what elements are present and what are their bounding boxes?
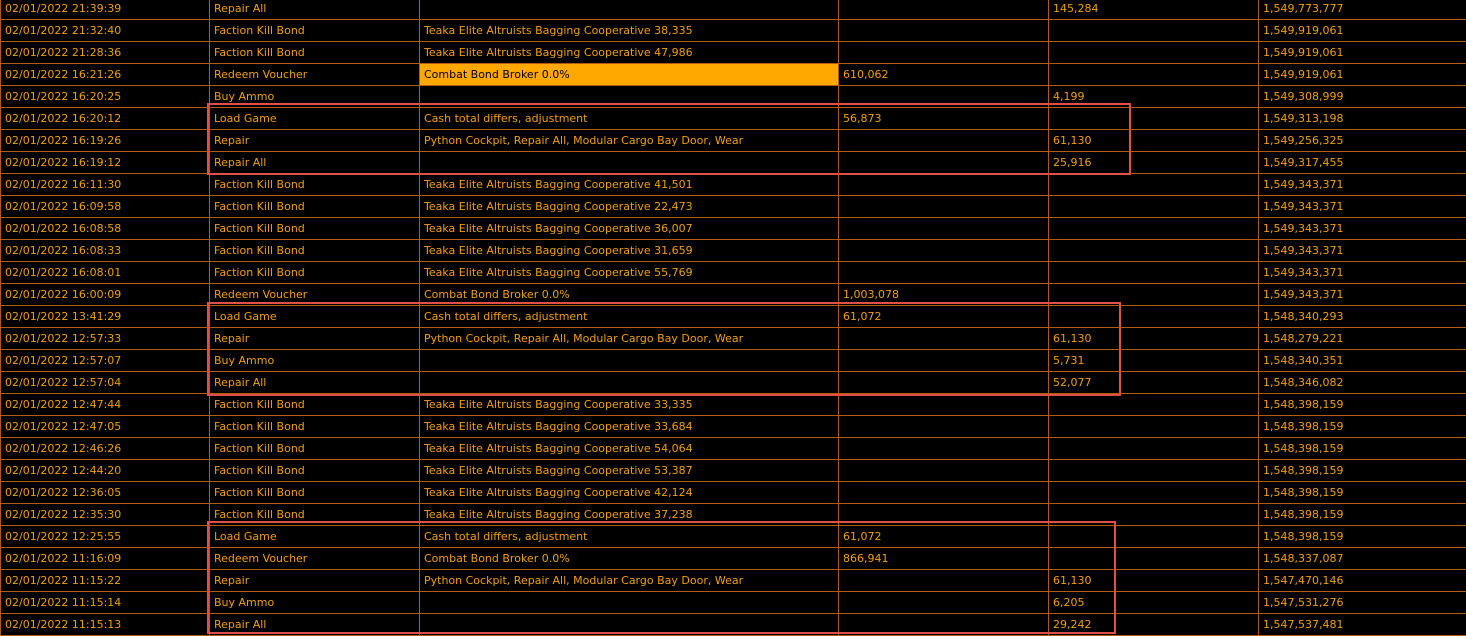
table-row[interactable] [1,152,1466,174]
debit-cell: 25,916 [1049,152,1259,174]
event-type-cell: Faction Kill Bond [210,174,420,196]
description-cell [420,350,839,372]
event-type-cell: Repair All [210,372,420,394]
debit-cell: 4,199 [1049,86,1259,108]
event-type-cell: Redeem Voucher [210,284,420,306]
credit-cell [839,0,1049,20]
credit-cell [839,42,1049,64]
date-cell: 02/01/2022 21:39:39 [1,0,210,20]
date-cell: 02/01/2022 16:08:58 [1,218,210,240]
description-cell: Teaka Elite Altruists Bagging Cooperative 36,007 [420,218,839,240]
description-cell: Teaka Elite Altruists Bagging Cooperative 47,986 [420,42,839,64]
debit-cell: 145,284 [1049,0,1259,20]
debit-cell: 61,130 [1049,570,1259,592]
table-row[interactable] [1,86,1466,108]
credit-cell [839,240,1049,262]
event-type-cell: Buy Ammo [210,350,420,372]
table-row[interactable] [1,262,1466,284]
date-cell: 02/01/2022 12:57:33 [1,328,210,350]
table-row[interactable] [1,438,1466,460]
description-cell [420,86,839,108]
event-type-cell: Faction Kill Bond [210,240,420,262]
balance-cell: 1,549,343,371 [1259,218,1466,240]
description-cell: Teaka Elite Altruists Bagging Cooperative 31,659 [420,240,839,262]
table-row[interactable] [1,42,1466,64]
date-cell: 02/01/2022 12:57:04 [1,372,210,394]
debit-cell [1049,438,1259,460]
table-row[interactable] [1,482,1466,504]
table-row[interactable] [1,372,1466,394]
description-cell: Teaka Elite Altruists Bagging Cooperative 55,769 [420,262,839,284]
credit-cell [839,86,1049,108]
credit-cell [839,394,1049,416]
date-cell: 02/01/2022 11:15:14 [1,592,210,614]
balance-cell: 1,549,919,061 [1259,64,1466,86]
table-row[interactable] [1,614,1466,636]
event-type-cell: Buy Ammo [210,592,420,614]
balance-cell: 1,547,531,276 [1259,592,1466,614]
table-row[interactable] [1,130,1466,152]
credit-cell [839,416,1049,438]
balance-cell: 1,548,346,082 [1259,372,1466,394]
table-row[interactable] [1,460,1466,482]
debit-cell [1049,482,1259,504]
credit-cell [839,482,1049,504]
balance-cell: 1,548,398,159 [1259,394,1466,416]
debit-cell [1049,218,1259,240]
balance-cell: 1,549,773,777 [1259,0,1466,20]
credit-cell: 610,062 [839,64,1049,86]
debit-cell [1049,548,1259,570]
credit-cell [839,20,1049,42]
table-row[interactable] [1,592,1466,614]
description-cell: Python Cockpit, Repair All, Modular Cargo Bay Door, Wear [420,130,839,152]
description-cell: Python Cockpit, Repair All, Modular Cargo Bay Door, Wear [420,328,839,350]
credit-cell: 61,072 [839,526,1049,548]
table-row[interactable] [1,328,1466,350]
balance-cell: 1,549,308,999 [1259,86,1466,108]
credit-cell [839,196,1049,218]
balance-cell: 1,548,398,159 [1259,416,1466,438]
credit-cell [839,174,1049,196]
balance-cell: 1,549,343,371 [1259,284,1466,306]
credit-cell [839,372,1049,394]
description-cell [420,372,839,394]
balance-cell: 1,548,398,159 [1259,482,1466,504]
table-row[interactable] [1,548,1466,570]
table-row[interactable] [1,306,1466,328]
event-type-cell: Repair All [210,614,420,636]
credit-cell [839,504,1049,526]
date-cell: 02/01/2022 16:09:58 [1,196,210,218]
debit-cell: 61,130 [1049,130,1259,152]
date-cell: 02/01/2022 16:20:12 [1,108,210,130]
balance-cell: 1,549,343,371 [1259,262,1466,284]
event-type-cell: Repair All [210,152,420,174]
table-row[interactable] [1,240,1466,262]
date-cell: 02/01/2022 16:08:01 [1,262,210,284]
date-cell: 02/01/2022 12:57:07 [1,350,210,372]
description-cell [420,0,839,20]
event-type-cell: Faction Kill Bond [210,218,420,240]
date-cell: 02/01/2022 16:19:26 [1,130,210,152]
debit-cell [1049,306,1259,328]
credit-cell [839,460,1049,482]
balance-cell: 1,548,337,087 [1259,548,1466,570]
date-cell: 02/01/2022 16:11:30 [1,174,210,196]
event-type-cell: Faction Kill Bond [210,42,420,64]
balance-cell: 1,548,340,351 [1259,350,1466,372]
debit-cell: 61,130 [1049,328,1259,350]
description-cell: Cash total differs, adjustment [420,108,839,130]
credit-cell: 61,072 [839,306,1049,328]
date-cell: 02/01/2022 16:08:33 [1,240,210,262]
debit-cell [1049,240,1259,262]
balance-cell: 1,547,537,481 [1259,614,1466,636]
event-type-cell: Load Game [210,526,420,548]
balance-cell: 1,548,398,159 [1259,438,1466,460]
table-row[interactable] [1,108,1466,130]
date-cell: 02/01/2022 11:16:09 [1,548,210,570]
event-type-cell: Faction Kill Bond [210,438,420,460]
description-cell: Teaka Elite Altruists Bagging Cooperative 33,335 [420,394,839,416]
description-cell [420,614,839,636]
event-type-cell: Faction Kill Bond [210,460,420,482]
balance-cell: 1,548,279,221 [1259,328,1466,350]
description-cell: Teaka Elite Altruists Bagging Cooperative 53,387 [420,460,839,482]
credit-cell [839,130,1049,152]
description-cell: Teaka Elite Altruists Bagging Cooperative 54,064 [420,438,839,460]
table-row[interactable] [1,218,1466,240]
description-cell: Combat Bond Broker 0.0% [420,548,839,570]
date-cell: 02/01/2022 12:25:55 [1,526,210,548]
date-cell: 02/01/2022 12:44:20 [1,460,210,482]
description-cell: Python Cockpit, Repair All, Modular Cargo Bay Door, Wear [420,570,839,592]
event-type-cell: Faction Kill Bond [210,416,420,438]
balance-cell: 1,548,340,293 [1259,306,1466,328]
credit-cell [839,152,1049,174]
description-cell: Combat Bond Broker 0.0% [420,64,839,86]
event-type-cell: Repair [210,328,420,350]
balance-cell: 1,549,313,198 [1259,108,1466,130]
debit-cell [1049,284,1259,306]
table-row[interactable] [1,196,1466,218]
description-cell: Teaka Elite Altruists Bagging Cooperative 38,335 [420,20,839,42]
event-type-cell: Faction Kill Bond [210,394,420,416]
balance-cell: 1,549,343,371 [1259,240,1466,262]
table-row[interactable] [1,284,1466,306]
debit-cell [1049,460,1259,482]
event-type-cell: Faction Kill Bond [210,20,420,42]
date-cell: 02/01/2022 11:15:13 [1,614,210,636]
table-row[interactable] [1,416,1466,438]
balance-cell: 1,548,398,159 [1259,526,1466,548]
debit-cell [1049,196,1259,218]
debit-cell: 52,077 [1049,372,1259,394]
balance-cell: 1,549,343,371 [1259,174,1466,196]
description-cell: Teaka Elite Altruists Bagging Cooperative 42,124 [420,482,839,504]
credit-cell [839,350,1049,372]
balance-cell: 1,549,919,061 [1259,42,1466,64]
balance-cell: 1,549,256,325 [1259,130,1466,152]
event-type-cell: Repair All [210,0,420,20]
balance-cell: 1,547,470,146 [1259,570,1466,592]
description-cell: Combat Bond Broker 0.0% [420,284,839,306]
balance-cell: 1,549,919,061 [1259,20,1466,42]
credit-cell: 866,941 [839,548,1049,570]
date-cell: 02/01/2022 11:15:22 [1,570,210,592]
date-cell: 02/01/2022 16:00:09 [1,284,210,306]
date-cell: 02/01/2022 13:41:29 [1,306,210,328]
credit-cell [839,614,1049,636]
debit-cell [1049,526,1259,548]
event-type-cell: Repair [210,570,420,592]
description-cell: Teaka Elite Altruists Bagging Cooperative 41,501 [420,174,839,196]
event-type-cell: Load Game [210,306,420,328]
event-type-cell: Faction Kill Bond [210,504,420,526]
event-type-cell: Redeem Voucher [210,548,420,570]
table-row[interactable] [1,350,1466,372]
table-row[interactable] [1,504,1466,526]
description-cell: Teaka Elite Altruists Bagging Cooperative 22,473 [420,196,839,218]
date-cell: 02/01/2022 16:19:12 [1,152,210,174]
debit-cell [1049,64,1259,86]
event-type-cell: Load Game [210,108,420,130]
credit-cell [839,570,1049,592]
debit-cell: 6,205 [1049,592,1259,614]
debit-cell [1049,262,1259,284]
date-cell: 02/01/2022 16:20:25 [1,86,210,108]
date-cell: 02/01/2022 21:28:36 [1,42,210,64]
credit-cell: 1,003,078 [839,284,1049,306]
event-type-cell: Redeem Voucher [210,64,420,86]
debit-cell [1049,108,1259,130]
table-row[interactable] [1,570,1466,592]
date-cell: 02/01/2022 12:35:30 [1,504,210,526]
credit-cell: 56,873 [839,108,1049,130]
debit-cell [1049,174,1259,196]
table-row[interactable] [1,394,1466,416]
debit-cell [1049,42,1259,64]
ledger-body [1,0,1466,636]
debit-cell [1049,416,1259,438]
date-cell: 02/01/2022 12:47:05 [1,416,210,438]
credit-cell [839,218,1049,240]
debit-cell [1049,394,1259,416]
balance-cell: 1,549,343,371 [1259,196,1466,218]
date-cell: 02/01/2022 21:32:40 [1,20,210,42]
event-type-cell: Faction Kill Bond [210,196,420,218]
debit-cell: 5,731 [1049,350,1259,372]
table-row[interactable] [1,0,1466,20]
description-cell [420,592,839,614]
event-type-cell: Repair [210,130,420,152]
debit-cell [1049,504,1259,526]
description-cell: Cash total differs, adjustment [420,306,839,328]
description-cell: Teaka Elite Altruists Bagging Cooperative 33,684 [420,416,839,438]
debit-cell [1049,20,1259,42]
balance-cell: 1,548,398,159 [1259,504,1466,526]
balance-cell: 1,548,398,159 [1259,460,1466,482]
description-cell: Teaka Elite Altruists Bagging Cooperative 37,238 [420,504,839,526]
date-cell: 02/01/2022 12:47:44 [1,394,210,416]
event-type-cell: Faction Kill Bond [210,482,420,504]
date-cell: 02/01/2022 12:36:05 [1,482,210,504]
table-row[interactable] [1,64,1466,86]
table-row[interactable] [1,20,1466,42]
event-type-cell: Faction Kill Bond [210,262,420,284]
credit-cell [839,592,1049,614]
event-type-cell: Buy Ammo [210,86,420,108]
date-cell: 02/01/2022 12:46:26 [1,438,210,460]
balance-cell: 1,549,317,455 [1259,152,1466,174]
credit-cell [839,328,1049,350]
table-row[interactable] [1,174,1466,196]
description-cell: Cash total differs, adjustment [420,526,839,548]
credit-cell [839,438,1049,460]
description-cell [420,152,839,174]
date-cell: 02/01/2022 16:21:26 [1,64,210,86]
credit-cell [839,262,1049,284]
debit-cell: 29,242 [1049,614,1259,636]
table-row[interactable] [1,526,1466,548]
